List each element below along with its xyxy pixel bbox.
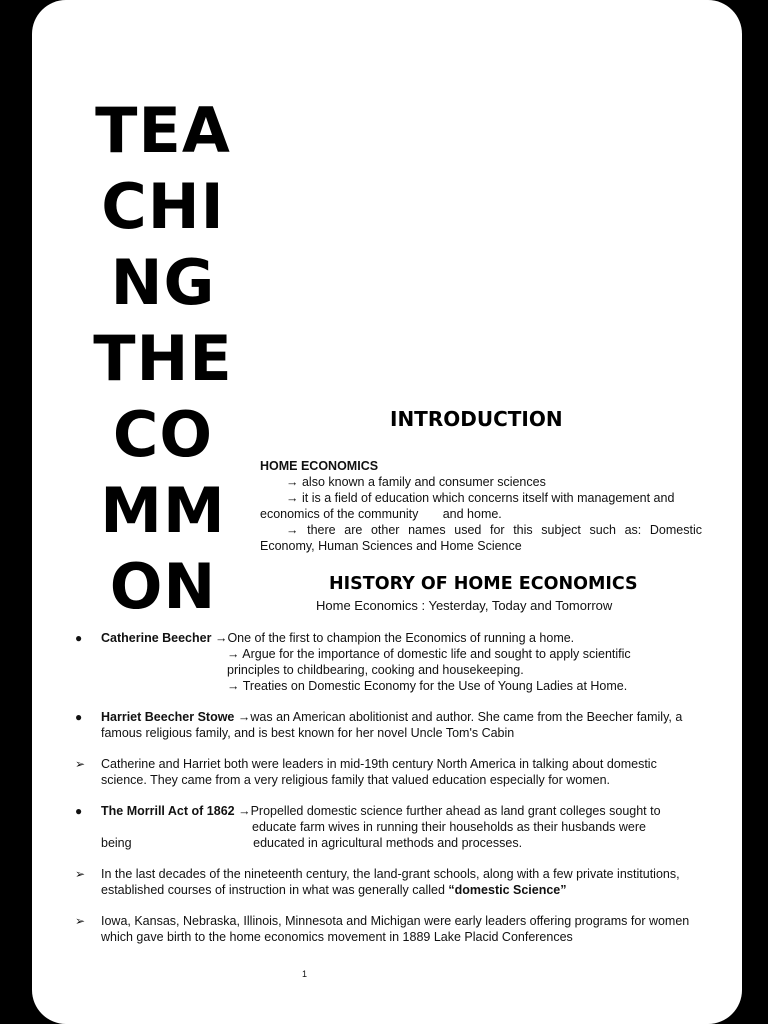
bullet-icon: ●: [75, 710, 83, 724]
item-name: Harriet Beecher Stowe: [101, 710, 235, 724]
introduction-line: → it is a field of education which concerns itself with management and: [286, 491, 675, 505]
title-line: MM: [100, 474, 226, 547]
history-list: [32, 630, 742, 960]
title-line: CO: [112, 398, 214, 471]
introduction-line: → also known a family and consumer sciences: [286, 475, 546, 489]
introduction-subheading: HOME ECONOMICS: [260, 459, 379, 473]
item-continuation: → Argue for the importance of domestic life and sought to apply scientific: [227, 647, 631, 661]
arrow-bullet-icon: ➢: [75, 757, 86, 771]
item-name: The Morrill Act of 1862: [101, 804, 235, 818]
item-continuation: principles to childbearing, cooking and housekeeping.: [227, 663, 524, 677]
title-line: CHI: [101, 170, 225, 243]
vertical-title: [88, 93, 238, 619]
document-page: [32, 0, 742, 1024]
item-name: Catherine Beecher: [101, 631, 212, 645]
arrow-bullet-icon: ➢: [75, 914, 86, 928]
item-text: Catherine and Harriet both were leaders in mid-19th century North America in talking about domestic science. They came from a very religious family that valued education especially for women.: [101, 757, 657, 787]
list-item: [32, 709, 742, 741]
item-continuation: educate farm wives in running their households as their husbands were: [252, 820, 646, 834]
bullet-icon: ●: [75, 804, 83, 818]
history-heading: HISTORY OF HOME ECONOMICS: [329, 574, 638, 594]
introduction-line: economics of the community and home.: [260, 507, 502, 521]
item-text: →Propelled domestic science further ahead as land grant colleges sought to: [234, 804, 661, 818]
item-text: Iowa, Kansas, Nebraska, Illinois, Minnesota and Michigan were early leaders offering programs for women which gave birth to the home economics movement in 1889 Lake Placid Conferences: [101, 914, 690, 944]
item-continuation: → Treaties on Domestic Economy for the Use of Young Ladies at Home.: [227, 679, 628, 693]
list-item: [32, 630, 742, 694]
list-item: [32, 866, 742, 898]
introduction-block: [260, 458, 702, 554]
arrow-bullet-icon: ➢: [75, 867, 86, 881]
title-line: TEA: [95, 94, 231, 167]
item-continuation: being educated in agricultural methods and processes.: [101, 836, 523, 850]
list-item: [32, 756, 742, 788]
item-text: →was an American abolitionist and author. She came from the Beecher family, a famous religious family, and is best known for her novel Uncle Tom's Cabin: [101, 710, 683, 740]
page-number: 1: [302, 969, 308, 979]
item-text: →One of the first to champion the Economics of running a home.: [211, 631, 575, 645]
introduction-line: Economy, Human Sciences and Home Science: [260, 539, 522, 553]
introduction-line: → there are other names used for this subject such as: Domestic: [286, 523, 702, 537]
list-item: [32, 913, 742, 945]
introduction-heading: INTRODUCTION: [390, 407, 563, 431]
list-item: [32, 803, 742, 851]
bullet-icon: ●: [75, 631, 83, 645]
title-line: NG: [110, 246, 216, 319]
item-emphasis: “domestic Science”: [448, 883, 567, 897]
title-line: ON: [109, 550, 217, 619]
title-line: THE: [93, 322, 233, 395]
history-subheading: Home Economics : Yesterday, Today and Tomorrow: [316, 598, 613, 613]
item-text: In the last decades of the nineteenth century, the land-grant schools, along with a few private institutions, established courses of instruction in what was generally called: [101, 867, 680, 897]
